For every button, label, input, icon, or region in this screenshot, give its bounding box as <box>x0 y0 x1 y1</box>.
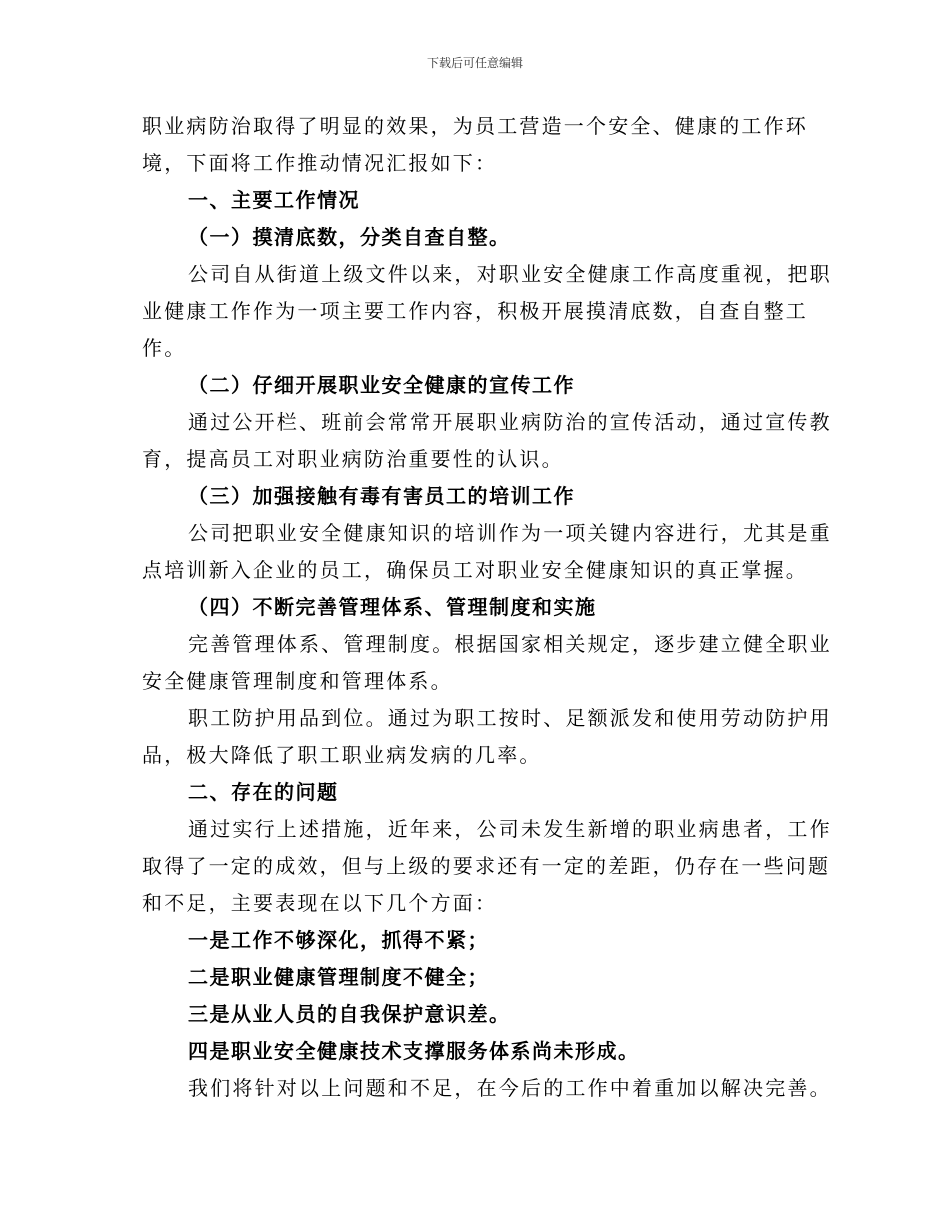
paragraph: 职工防护用品到位。通过为职工按时、足额派发和使用劳动防护用品，极大降低了职工职业病发病的几率。 <box>142 706 832 767</box>
paragraph: 职业病防治取得了明显的效果，为员工营造一个安全、健康的工作环境，下面将工作推动情况汇报如下： <box>142 114 808 175</box>
subsection-heading: （一）摸清底数，分类自查自整。 <box>188 225 511 249</box>
page-header: 下载后可任意编辑 <box>426 56 523 70</box>
list-item: 二是职业健康管理制度不健全； <box>188 965 489 989</box>
list-item: 三是从业人员的自我保护意识差。 <box>188 1002 511 1026</box>
subsection-heading: （二）仔细开展职业安全健康的宣传工作 <box>188 373 575 397</box>
paragraph: 完善管理体系、管理制度。根据国家相关规定，逐步建立健全职业安全健康管理制度和管理体系。 <box>142 632 832 693</box>
paragraph: 公司把职业安全健康知识的培训作为一项关键内容进行，尤其是重点培训新入企业的员工，确保员工对职业安全健康知识的真正掌握。 <box>142 521 832 582</box>
paragraph: 通过实行上述措施，近年来，公司未发生新增的职业病患者，工作取得了一定的成效，但与上级的要求还有一定的差距，仍存在一些问题和不足，主要表现在以下几个方面： <box>142 817 832 915</box>
paragraph: 通过公开栏、班前会常常开展职业病防治的宣传活动，通过宣传教育，提高员工对职业病防治重要性的认识。 <box>142 410 832 471</box>
list-item: 一是工作不够深化，抓得不紧； <box>188 928 489 952</box>
section-heading: 一、主要工作情况 <box>188 188 360 212</box>
document-body <box>142 108 832 1107</box>
subsection-heading: （三）加强接触有毒有害员工的培训工作 <box>188 484 575 508</box>
list-item: 四是职业安全健康技术支撑服务体系尚未形成。 <box>188 1039 640 1063</box>
subsection-heading: （四）不断完善管理体系、管理制度和实施 <box>188 595 597 619</box>
paragraph: 公司自从街道上级文件以来，对职业安全健康工作高度重视，把职业健康工作作为一项主要工作内容，积极开展摸清底数，自查自整工作。 <box>142 262 832 360</box>
paragraph: 我们将针对以上问题和不足，在今后的工作中着重加以解决完善。 <box>188 1076 832 1100</box>
section-heading: 二、存在的问题 <box>188 780 339 804</box>
